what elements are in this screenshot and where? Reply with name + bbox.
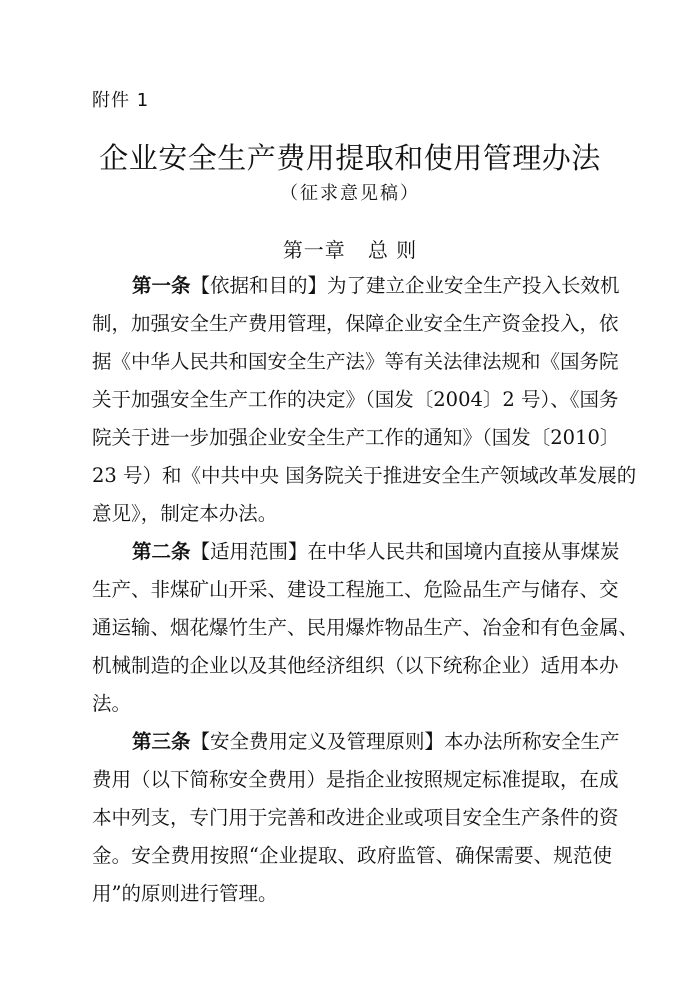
- article-1-line: 据《中华人民共和国安全生产法》等有关法律法规和《国务院: [92, 350, 619, 373]
- article-1-line: 意见》，制定本办法。: [92, 502, 278, 525]
- article-2-line: 机械制造的企业以及其他经济组织（以下统称企业）适用本办: [92, 654, 619, 677]
- article-3-line: 费用（以下简称安全费用）是指企业按照规定标准提取，在成: [92, 768, 619, 791]
- article-1-first-text: 【依据和目的】为了建立企业安全生产投入长效机: [190, 274, 620, 297]
- document-title: 企业安全生产费用提取和使用管理办法: [99, 141, 601, 175]
- article-2-line: 法。: [92, 692, 132, 715]
- chapter-heading: [0, 236, 700, 264]
- attachment-label: 附件 1: [92, 90, 150, 111]
- article-1-head: 第一条: [132, 274, 191, 297]
- article-1-line: 院关于进一步加强企业安全生产工作的通知》（国发〔2010〕: [92, 426, 620, 449]
- article-3-head: 第三条: [132, 730, 191, 753]
- article-3-line: 金。安全费用按照“企业提取、政府监管、确保需要、规范使: [92, 844, 612, 867]
- article-2-head: 第二条: [132, 540, 191, 563]
- article-3-first-line: [132, 724, 620, 760]
- article-1-first-line: [132, 268, 620, 304]
- article-3-first-text: 【安全费用定义及管理原则】本办法所称安全生产: [190, 730, 620, 753]
- article-3-line: 用”的原则进行管理。: [92, 882, 278, 905]
- article-2-first-text: 【适用范围】在中华人民共和国境内直接从事煤炭: [190, 540, 620, 563]
- article-1-line: 关于加强安全生产工作的决定》（国发〔2004〕2 号）、《国务: [92, 388, 619, 411]
- document-subtitle: （征求意见稿）: [280, 183, 420, 204]
- article-2-first-line: [132, 534, 620, 570]
- article-1-line: 制，加强安全生产费用管理，保障企业安全生产资金投入，依: [92, 312, 619, 335]
- article-2-line: 通运输、烟花爆竹生产、民用爆炸物品生产、冶金和有色金属、: [92, 616, 639, 639]
- article-3-line: 本中列支，专门用于完善和改进企业或项目安全生产条件的资: [92, 806, 619, 829]
- chapter-name: 总 则: [367, 238, 418, 262]
- chapter-number: 第一章: [282, 238, 346, 262]
- article-2-line: 生产、非煤矿山开采、建设工程施工、危险品生产与储存、交: [92, 578, 619, 601]
- article-1-line: 23 号）和《中共中央 国务院关于推进安全生产领域改革发展的: [92, 464, 637, 487]
